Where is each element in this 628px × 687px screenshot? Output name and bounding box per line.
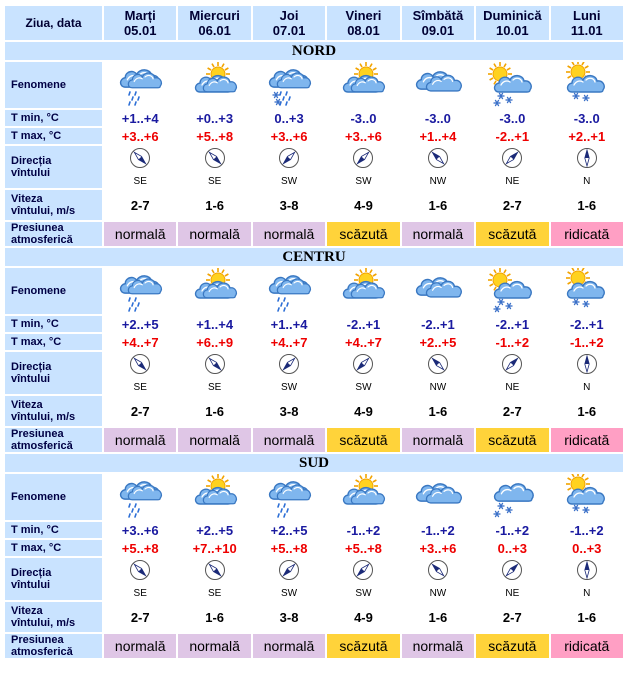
wind-direction-label: SE (207, 588, 222, 599)
phenomena-label: Fenomene (5, 62, 102, 108)
tmax-value: -2..+1 (476, 128, 548, 144)
tmin-value: -3..0 (551, 110, 623, 126)
compass-icon (278, 353, 300, 380)
compass-icon (576, 353, 598, 380)
wind-direction-label: SW (281, 588, 298, 599)
wind-speed-value: 4-9 (327, 602, 399, 632)
region-row (5, 454, 623, 472)
day-header: Duminică 10.01 (483, 8, 542, 38)
wind-direction-label: SE (207, 382, 222, 393)
pressure-row (5, 222, 623, 246)
day-header: Luni 11.01 (570, 8, 603, 38)
cloud-sun-snow-icon (551, 62, 623, 108)
cloud-icon (402, 62, 474, 108)
region-title: NORD (5, 42, 623, 60)
wind-direction (402, 558, 474, 600)
pressure-value: normală (104, 428, 176, 452)
wind-direction (104, 558, 176, 600)
wind-direction (178, 146, 250, 188)
wind-direction-label: SE (133, 176, 147, 187)
tmax-value: +3..+6 (104, 128, 176, 144)
compass-icon (576, 559, 598, 586)
wind-dir-label: Direcția vîntului (5, 146, 102, 188)
pressure-value: scăzută (327, 222, 399, 246)
tmax-value: -1..+2 (551, 334, 623, 350)
cloud-sleet-icon (253, 62, 325, 108)
wind-speed-label: Viteza vîntului, m/s (5, 190, 102, 220)
tmax-value: 0..+3 (551, 540, 623, 556)
wind-direction-label: SW (281, 176, 298, 187)
wind-direction (327, 146, 399, 188)
tmin-value: -2..+1 (402, 316, 474, 332)
pressure-value: scăzută (327, 428, 399, 452)
pressure-value: normală (104, 222, 176, 246)
pressure-label: Presiunea atmosferică (5, 634, 102, 658)
pressure-value: scăzută (476, 222, 548, 246)
wind-direction-label: NE (505, 588, 520, 599)
wind-speed-value: 1-6 (178, 396, 250, 426)
cloud-rain-icon (104, 268, 176, 314)
wind-direction (253, 352, 325, 394)
tmax-value: +5..+8 (253, 540, 325, 556)
region-row (5, 248, 623, 266)
tmin-value: -2..+1 (476, 316, 548, 332)
pressure-label: Presiunea atmosferică (5, 428, 102, 452)
wind-speed-value: 1-6 (402, 602, 474, 632)
wind-speed-value: 1-6 (178, 190, 250, 220)
cloud-rain-icon (253, 474, 325, 520)
wind-speed-value: 2-7 (104, 190, 176, 220)
wind-speed-value: 2-7 (476, 602, 548, 632)
wind-direction-label: SW (355, 176, 372, 187)
wind-direction-label: SE (133, 382, 147, 393)
tmax-value: +6..+9 (178, 334, 250, 350)
tmax-row (5, 334, 623, 350)
wind-speed-label: Viteza vîntului, m/s (5, 396, 102, 426)
pressure-label: Presiunea atmosferică (5, 222, 102, 246)
tmin-value: -1..+2 (327, 522, 399, 538)
tmin-value: -3..0 (476, 110, 548, 126)
compass-icon (204, 147, 226, 174)
tmax-label: T max, °C (5, 128, 102, 144)
wind-direction (402, 352, 474, 394)
tmin-row (5, 316, 623, 332)
wind-speed-value: 1-6 (402, 190, 474, 220)
cloud-sun-snow-icon (551, 268, 623, 314)
wind-dir-label: Direcția vîntului (5, 558, 102, 600)
wind-speed-value: 1-6 (551, 396, 623, 426)
compass-icon (129, 353, 151, 380)
tmax-value: +3..+6 (327, 128, 399, 144)
tmax-value: +2..+5 (402, 334, 474, 350)
tmax-value: +1..+4 (402, 128, 474, 144)
tmin-value: +0..+3 (178, 110, 250, 126)
wind-direction-label: SW (281, 382, 298, 393)
tmax-value: -1..+2 (476, 334, 548, 350)
pressure-value: scăzută (476, 634, 548, 658)
compass-icon (278, 559, 300, 586)
wind-direction (327, 352, 399, 394)
tmin-value: +2..+5 (104, 316, 176, 332)
tmax-value: +4..+7 (327, 334, 399, 350)
forecast-table (3, 4, 625, 660)
compass-icon (576, 147, 598, 174)
pressure-value: ridicată (551, 634, 623, 658)
tmin-value: 0..+3 (253, 110, 325, 126)
tmax-value: +3..+6 (402, 540, 474, 556)
compass-icon (129, 147, 151, 174)
wind-direction-label: NW (429, 176, 447, 187)
phenomena-row (5, 268, 623, 314)
tmin-value: -1..+2 (476, 522, 548, 538)
cloud-snow-icon (476, 474, 548, 520)
wind-direction (253, 146, 325, 188)
sun-cloud-icon (178, 268, 250, 314)
wind-speed-row (5, 396, 623, 426)
wind-direction-label: NW (429, 382, 447, 393)
compass-icon (278, 147, 300, 174)
tmin-row (5, 110, 623, 126)
wind-speed-value: 1-6 (551, 602, 623, 632)
wind-direction (402, 146, 474, 188)
region-title: CENTRU (5, 248, 623, 266)
pressure-value: scăzută (476, 428, 548, 452)
wind-direction-label: NE (505, 176, 520, 187)
wind-direction-label: SW (355, 588, 372, 599)
wind-dir-row (5, 558, 623, 600)
tmax-label: T max, °C (5, 540, 102, 556)
tmin-label: T min, °C (5, 522, 102, 538)
region-row (5, 42, 623, 60)
wind-speed-label: Viteza vîntului, m/s (5, 602, 102, 632)
tmin-value: +1..+4 (104, 110, 176, 126)
day-header: Miercuri 06.01 (189, 8, 240, 38)
tmax-value: +5..+8 (327, 540, 399, 556)
tmin-value: -3..0 (402, 110, 474, 126)
cloud-icon (402, 474, 474, 520)
compass-icon (204, 353, 226, 380)
tmax-value: +3..+6 (253, 128, 325, 144)
wind-direction-label: SW (355, 382, 372, 393)
tmax-label: T max, °C (5, 334, 102, 350)
wind-speed-value: 2-7 (104, 396, 176, 426)
wind-speed-value: 1-6 (402, 396, 474, 426)
wind-speed-value: 2-7 (104, 602, 176, 632)
cloud-rain-icon (104, 62, 176, 108)
wind-speed-value: 2-7 (476, 190, 548, 220)
wind-speed-value: 3-8 (253, 396, 325, 426)
pressure-value: normală (402, 222, 474, 246)
wind-dir-label: Direcția vîntului (5, 352, 102, 394)
wind-speed-row (5, 190, 623, 220)
tmin-value: +2..+5 (253, 522, 325, 538)
tmin-label: T min, °C (5, 316, 102, 332)
compass-icon (501, 353, 523, 380)
wind-dir-row (5, 146, 623, 188)
tmin-value: -3..0 (327, 110, 399, 126)
tmin-value: +2..+5 (178, 522, 250, 538)
phenomena-label: Fenomene (5, 474, 102, 520)
day-header: Joi 07.01 (272, 8, 306, 38)
wind-speed-value: 2-7 (476, 396, 548, 426)
cloud-rain-icon (104, 474, 176, 520)
wind-speed-value: 3-8 (253, 602, 325, 632)
tmin-label: T min, °C (5, 110, 102, 126)
tmin-value: -1..+2 (551, 522, 623, 538)
pressure-value: normală (402, 634, 474, 658)
sun-cloud-snow-icon (476, 62, 548, 108)
pressure-value: normală (402, 428, 474, 452)
pressure-value: normală (253, 222, 325, 246)
tmax-value: +4..+7 (104, 334, 176, 350)
wind-direction (104, 146, 176, 188)
sun-cloud-icon (327, 268, 399, 314)
phenomena-row (5, 474, 623, 520)
pressure-value: normală (253, 428, 325, 452)
tmin-value: +3..+6 (104, 522, 176, 538)
tmin-row (5, 522, 623, 538)
wind-direction (551, 146, 623, 188)
compass-icon (427, 559, 449, 586)
tmin-value: -2..+1 (551, 316, 623, 332)
wind-speed-value: 3-8 (253, 190, 325, 220)
tmax-value: +5..+8 (104, 540, 176, 556)
day-header: Marți 05.01 (123, 8, 157, 38)
pressure-value: normală (178, 634, 250, 658)
wind-speed-value: 1-6 (178, 602, 250, 632)
wind-direction (104, 352, 176, 394)
wind-speed-row (5, 602, 623, 632)
wind-dir-row (5, 352, 623, 394)
day-header: Vineri 08.01 (345, 8, 382, 38)
compass-icon (204, 559, 226, 586)
compass-icon (501, 559, 523, 586)
compass-icon (427, 353, 449, 380)
wind-direction-label: N (583, 382, 591, 393)
region-title: SUD (5, 454, 623, 472)
tmin-value: +1..+4 (178, 316, 250, 332)
pressure-value: normală (253, 634, 325, 658)
sun-cloud-snow-icon (476, 268, 548, 314)
tmax-value: +2..+1 (551, 128, 623, 144)
sun-cloud-icon (327, 474, 399, 520)
cloud-icon (402, 268, 474, 314)
pressure-value: ridicată (551, 428, 623, 452)
wind-direction (551, 352, 623, 394)
tmax-value: +4..+7 (253, 334, 325, 350)
pressure-row (5, 634, 623, 658)
pressure-value: normală (178, 222, 250, 246)
wind-direction-label: SE (207, 176, 222, 187)
wind-direction (551, 558, 623, 600)
sun-cloud-icon (178, 474, 250, 520)
tmin-value: -1..+2 (402, 522, 474, 538)
compass-icon (352, 147, 374, 174)
tmax-row (5, 128, 623, 144)
compass-icon (352, 559, 374, 586)
compass-icon (352, 353, 374, 380)
compass-icon (501, 147, 523, 174)
tmax-value: +7..+10 (178, 540, 250, 556)
pressure-row (5, 428, 623, 452)
sun-cloud-icon (178, 62, 250, 108)
sun-cloud-icon (327, 62, 399, 108)
wind-direction (178, 558, 250, 600)
wind-speed-value: 4-9 (327, 190, 399, 220)
wind-direction (327, 558, 399, 600)
pressure-value: normală (104, 634, 176, 658)
wind-direction (253, 558, 325, 600)
tmin-value: +1..+4 (253, 316, 325, 332)
wind-direction (476, 146, 548, 188)
wind-speed-value: 1-6 (551, 190, 623, 220)
cloud-rain-icon (253, 268, 325, 314)
header-row (5, 6, 623, 40)
pressure-value: ridicată (551, 222, 623, 246)
compass-icon (427, 147, 449, 174)
day-header: Sîmbătă 09.01 (412, 8, 464, 38)
tmax-row (5, 540, 623, 556)
wind-direction (476, 352, 548, 394)
corner-label: Ziua, data (5, 6, 102, 40)
tmax-value: 0..+3 (476, 540, 548, 556)
wind-speed-value: 4-9 (327, 396, 399, 426)
wind-direction-label: N (583, 588, 591, 599)
wind-direction (178, 352, 250, 394)
wind-direction-label: N (583, 176, 591, 187)
pressure-value: scăzută (327, 634, 399, 658)
wind-direction (476, 558, 548, 600)
pressure-value: normală (178, 428, 250, 452)
wind-direction-label: NW (429, 588, 447, 599)
wind-direction-label: NE (505, 382, 520, 393)
wind-direction-label: SE (133, 588, 147, 599)
cloud-sun-snow-icon (551, 474, 623, 520)
compass-icon (129, 559, 151, 586)
tmin-value: -2..+1 (327, 316, 399, 332)
phenomena-row (5, 62, 623, 108)
tmax-value: +5..+8 (178, 128, 250, 144)
phenomena-label: Fenomene (5, 268, 102, 314)
